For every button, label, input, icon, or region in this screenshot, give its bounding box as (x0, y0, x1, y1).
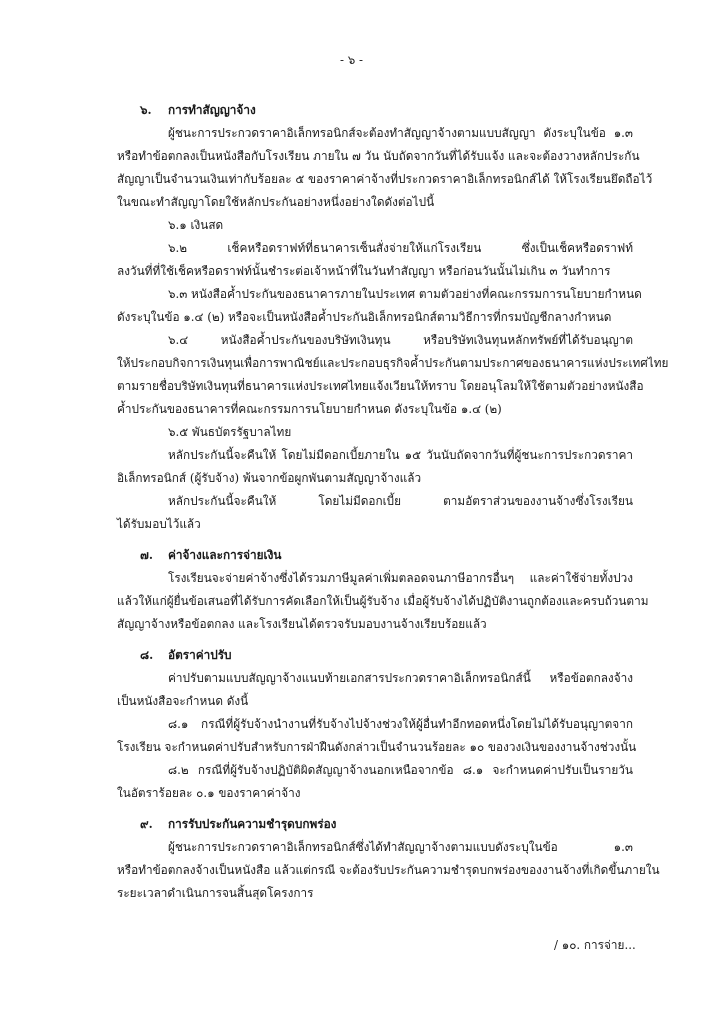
section-7-number: ๗. (140, 548, 153, 562)
section-7-title: ค่าจ้างและการจ่ายเงิน (168, 548, 282, 562)
section-8-line: ค่าปรับตามแบบสัญญาจ้างแนบท้ายเอกสารประกวดราคาอิเล็กทรอนิกส์นี้ หรือข้อตกลงจ้าง (168, 671, 633, 685)
section-6-number: ๖. (140, 103, 152, 117)
section-9-line: หรือทำข้อตกลงจ้างเป็นหนังสือ แล้วแต่กรณี จะต้องรับประกันความชำรุดบกพร่องของงานจ้างที่เกิดขึ้นภายใน (117, 863, 660, 877)
section-6-title: การทำสัญญาจ้าง (168, 103, 256, 117)
section-6-line: หรือทำข้อตกลงเป็นหนังสือกับโรงเรียน ภายใน ๗ วัน นับถัดจากวันที่ได้รับแจ้ง และจะต้องวางหลักประกัน (117, 149, 640, 163)
section-6-line: ค้ำประกันของธนาคารที่คณะกรรมการนโยบายกำหนด ดังระบุในข้อ ๑.๔ (๒) (117, 402, 502, 416)
section-8-item: ๘.๑ กรณีที่ผู้รับจ้างนำงานที่รับจ้างไปจ้างช่วงให้ผู้อื่นทำอีกทอดหนึ่งโดยไม่ได้รับอนุญาตจาก (168, 717, 633, 731)
section-7-line: โรงเรียนจะจ่ายค่าจ้างซึ่งได้รวมภาษีมูลค่าเพิ่มตลอดจนภาษีอากรอื่นๆ และค่าใช้จ่ายทั้งปวง (168, 571, 633, 585)
section-6-line: ได้รับมอบไว้แล้ว (117, 517, 201, 531)
section-6-line: หลักประกันนี้จะคืนให้ โดยไม่มีดอกเบี้ย ตามอัตราส่วนของงานจ้างซึ่งโรงเรียน (168, 494, 633, 508)
section-7-line: สัญญาจ้างหรือข้อตกลง และโรงเรียนได้ตรวจรับมอบงานจ้างเรียบร้อยแล้ว (117, 617, 487, 631)
section-6-line: ลงวันที่ที่ใช้เช็คหรือดราฟท์นั้นชำระต่อเจ้าหน้าที่ในวันทำสัญญา หรือก่อนวันนั้นไม่เกิน ๓ วันทำการ (117, 264, 611, 278)
section-6-line: สัญญาเป็นจำนวนเงินเท่ากับร้อยละ ๕ ของราคาค่าจ้างที่ประกวดราคาอิเล็กทรอนิกส์ได้ ให้โรงเรียนยึดถือไว้ (117, 172, 653, 186)
section-8-item: ๘.๒ กรณีที่ผู้รับจ้างปฏิบัติผิดสัญญาจ้างนอกเหนือจากข้อ ๘.๑ จะกำหนดค่าปรับเป็นรายวัน (168, 763, 633, 777)
section-9-line: ระยะเวลาดำเนินการจนสิ้นสุดโครงการ (117, 886, 314, 900)
section-6-line: ตามรายชื่อบริษัทเงินทุนที่ธนาคารแห่งประเทศไทยแจ้งเวียนให้ทราบ โดยอนุโลมให้ใช้ตามตัวอย่างหนังสือ (117, 379, 644, 393)
continuation-note: / ๑๐. การจ่าย... (554, 938, 636, 952)
section-6-line: หลักประกันนี้จะคืนให้ โดยไม่มีดอกเบี้ยภายใน ๑๕ วันนับถัดจากวันที่ผู้ชนะการประกวดราคา (168, 448, 633, 462)
section-9-line: ผู้ชนะการประกวดราคาอิเล็กทรอนิกส์ซึ่งได้ทำสัญญาจ้างตามแบบดังระบุในข้อ ๑.๓ (168, 840, 633, 854)
section-6-line: ในขณะทำสัญญาโดยใช้หลักประกันอย่างหนึ่งอย่างใดดังต่อไปนี้ (117, 195, 435, 209)
section-9-title: การรับประกันความชำรุดบกพร่อง (168, 817, 337, 831)
section-8-line: ในอัตราร้อยละ ๐.๑ ของราคาค่าจ้าง (117, 786, 301, 800)
section-8-line: เป็นหนังสือจะกำหนด ดังนี้ (117, 694, 249, 708)
section-6-line: ดังระบุในข้อ ๑.๔ (๒) หรือจะเป็นหนังสือค้ำประกันอิเล็กทรอนิกส์ตามวิธีการที่กรมบัญชีกลางกำหนด (117, 310, 612, 324)
section-8-title: อัตราค่าปรับ (168, 648, 232, 662)
section-6-line: ผู้ชนะการประกวดราคาอิเล็กทรอนิกส์จะต้องทำสัญญาจ้างตามแบบสัญญา ดังระบุในข้อ ๑.๓ (168, 126, 633, 140)
page-number: - ๖ - (340, 53, 363, 67)
section-6-item: ๖.๔ หนังสือค้ำประกันของบริษัทเงินทุน หรือบริษัทเงินทุนหลักทรัพย์ที่ได้รับอนุญาต (168, 333, 633, 347)
section-8-number: ๘. (140, 648, 154, 662)
section-6-item: ๖.๕ พันธบัตรรัฐบาลไทย (168, 425, 292, 439)
section-6-item: ๖.๑ เงินสด (168, 218, 224, 232)
section-6-item: ๖.๒ เช็คหรือดราฟท์ที่ธนาคารเซ็นสั่งจ่ายให้แก่โรงเรียน ซึ่งเป็นเช็คหรือดราฟท์ (168, 241, 633, 255)
section-7-line: แล้วให้แก่ผู้ยื่นข้อเสนอที่ได้รับการคัดเลือกให้เป็นผู้รับจ้าง เมื่อผู้รับจ้างได้ปฏิบัติงานถูกต้องและครบถ้วนตาม (117, 594, 649, 608)
section-6-item: ๖.๓ หนังสือค้ำประกันของธนาคารภายในประเทศ ตามตัวอย่างที่คณะกรรมการนโยบายกำหนด (168, 287, 642, 301)
section-9-number: ๙. (140, 817, 153, 831)
section-8-line: โรงเรียน จะกำหนดค่าปรับสำหรับการฝ่าฝืนดังกล่าวเป็นจำนวนร้อยละ ๑๐ ของวงเงินของงานจ้างช่วงนั้น (117, 740, 637, 754)
section-6-line: อิเล็กทรอนิกส์ (ผู้รับจ้าง) พ้นจากข้อผูกพันตามสัญญาจ้างแล้ว (117, 471, 422, 485)
section-6-line: ให้ประกอบกิจการเงินทุนเพื่อการพาณิชย์และประกอบธุรกิจค้ำประกันตามประกาศของธนาคารแห่งประเทศไทย (117, 356, 669, 370)
